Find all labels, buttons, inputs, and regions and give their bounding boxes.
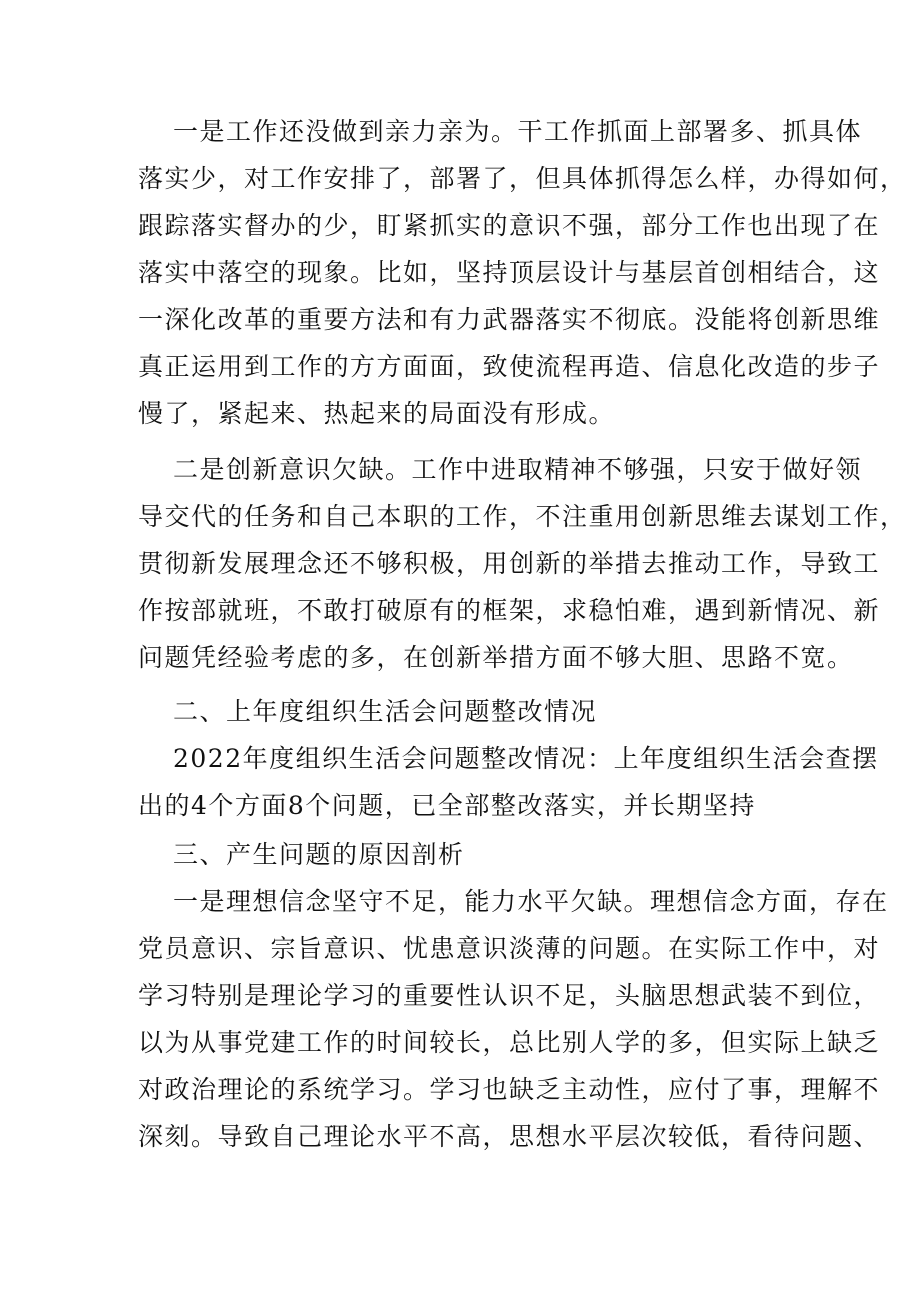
paragraph-3-line-1: 2022年度组织生活会问题整改情况：上年度组织生活会查摆 (173, 744, 879, 773)
paragraph-4-line-3: 学习特别是理论学习的重要性认识不足，头脑思想武装不到位， (138, 981, 881, 1010)
paragraph-1-line-6: 真正运用到工作的方方面面，致使流程再造、信息化改造的步子 (138, 352, 881, 381)
paragraph-1-line-7: 慢了，紧起来、热起来的局面没有形成。 (138, 399, 616, 428)
paragraph-1-line-1: 一是工作还没做到亲力亲为。干工作抓面上部署多、抓具体 (173, 117, 863, 146)
paragraph-2-line-5: 问题凭经验考虑的多，在创新举措方面不够大胆、思路不宽。 (138, 643, 854, 672)
paragraph-4-line-5: 对政治理论的系统学习。学习也缺乏主动性，应付了事，理解不 (138, 1075, 881, 1104)
paragraph-4-line-1: 一是理想信念坚守不足，能力水平欠缺。理想信念方面，存在 (173, 887, 889, 916)
paragraph-1-line-3: 跟踪落实督办的少，盯紧抓实的意识不强，部分工作也出现了在 (138, 211, 881, 240)
paragraph-2-line-1: 二是创新意识欠缺。工作中进取精神不够强，只安于做好领 (173, 455, 863, 484)
paragraph-3-line-2: 出的4个方面8个问题，已全部整改落实，并长期坚持 (138, 791, 756, 820)
paragraph-4-line-2: 党员意识、宗旨意识、忧患意识淡薄的问题。在实际工作中，对 (138, 934, 881, 963)
paragraph-1-line-2: 落实少，对工作安排了，部署了，但具体抓得怎么样，办得如何， (138, 164, 907, 193)
section-heading-3: 三、产生问题的原因剖析 (173, 840, 465, 869)
paragraph-2-line-4: 作按部就班，不敢打破原有的框架，求稳怕难，遇到新情况、新 (138, 596, 881, 625)
paragraph-2-line-2: 导交代的任务和自己本职的工作，不注重用创新思维去谋划工作， (138, 502, 907, 531)
section-heading-2: 二、上年度组织生活会问题整改情况 (173, 697, 598, 726)
paragraph-4-line-6: 深刻。导致自己理论水平不高，思想水平层次较低，看待问题、 (138, 1122, 881, 1151)
paragraph-2-line-3: 贯彻新发展理念还不够积极，用创新的举措去推动工作，导致工 (138, 549, 881, 578)
paragraph-1-line-5: 一深化改革的重要方法和有力武器落实不彻底。没能将创新思维 (138, 305, 881, 334)
paragraph-4-line-4: 以为从事党建工作的时间较长，总比别人学的多，但实际上缺乏 (138, 1028, 881, 1057)
paragraph-1-line-4: 落实中落空的现象。比如，坚持顶层设计与基层首创相结合，这 (138, 258, 881, 287)
